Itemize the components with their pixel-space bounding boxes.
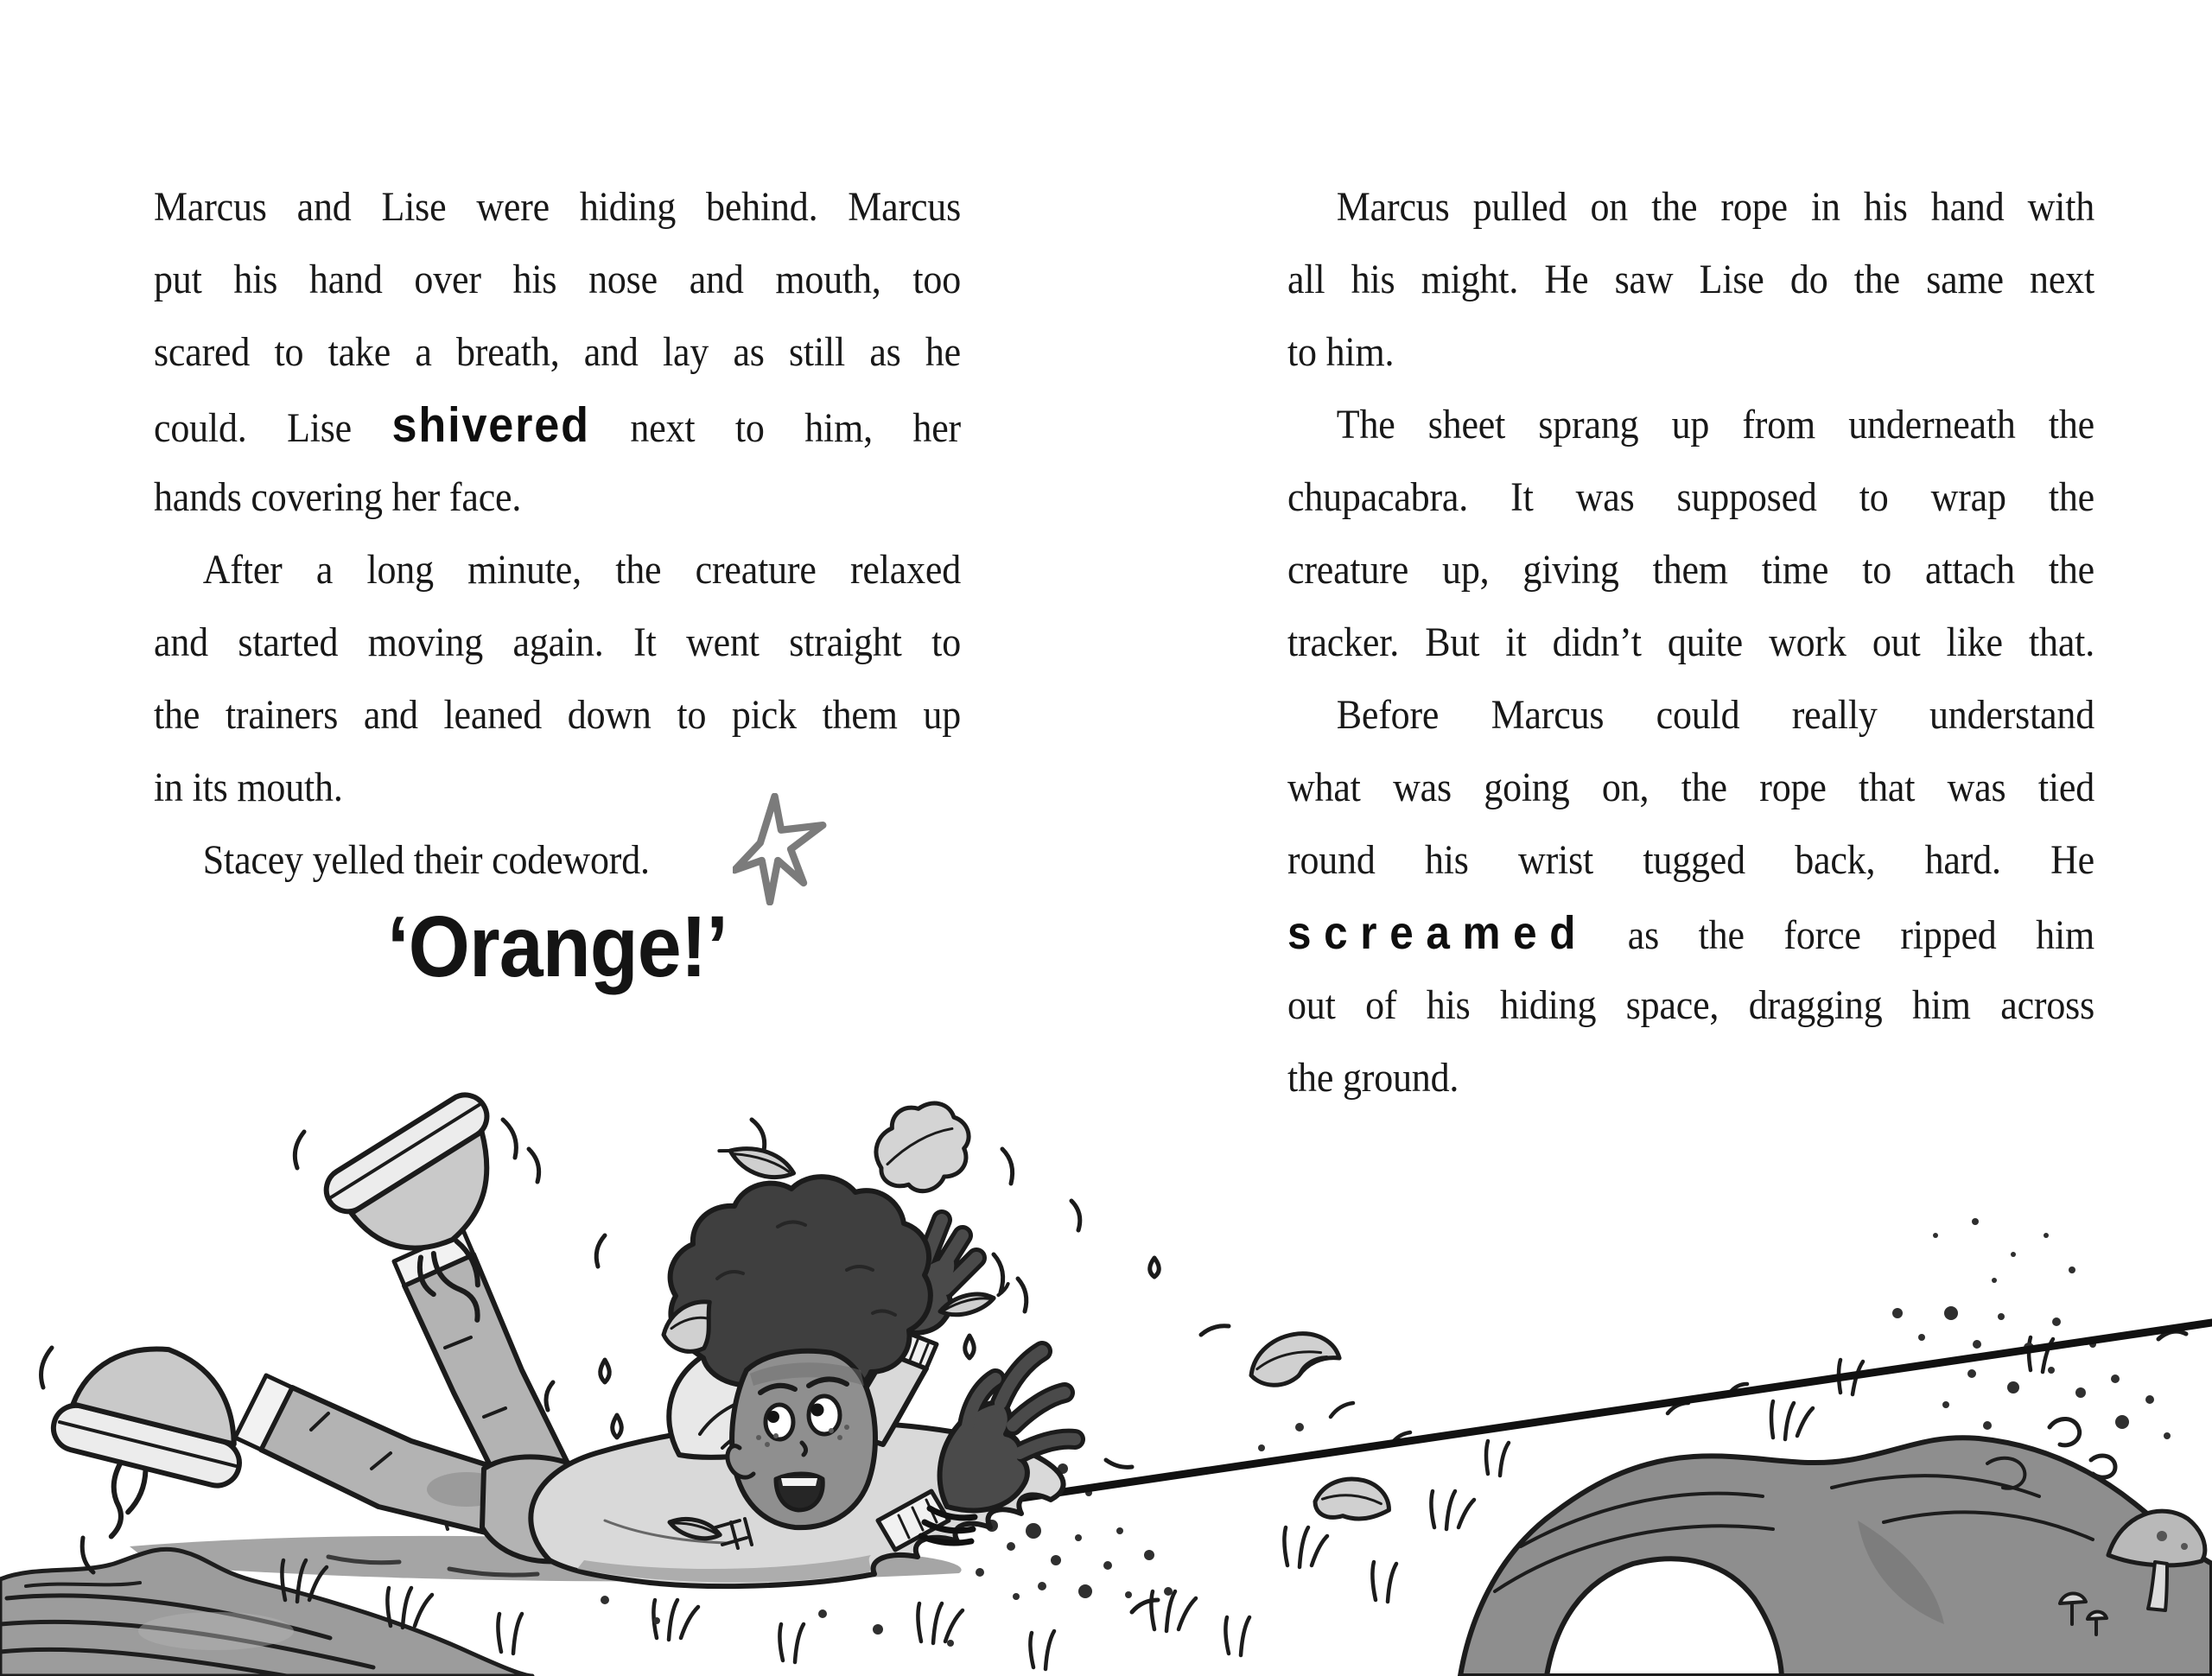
text-line (154, 389, 961, 461)
root-right (1460, 1438, 2212, 1676)
text-line: The sheet sprang up from underneath the (1336, 402, 2095, 448)
text-line: out of his hiding space, dragging him across (1287, 982, 2095, 1028)
text-line: put his hand over his nose and mouth, too (154, 257, 962, 302)
display-word-shivered: shivered (391, 397, 590, 453)
text-line: creature up, giving them time to attach the (1287, 547, 2095, 593)
swirl-doodles (2050, 1331, 2186, 1477)
leaf (1313, 1474, 1393, 1525)
text-line: the ground. (1287, 1055, 1459, 1101)
text-line: Marcus pulled on the rope in his hand with (1336, 184, 2095, 230)
codeword-shout: ‘Orange!’ (387, 898, 728, 995)
star-doodle-icon (733, 793, 830, 905)
illustration (0, 1011, 2212, 1676)
leaf (1245, 1327, 1342, 1389)
left-page-text (154, 171, 961, 997)
text-line: chupacabra. It was supposed to wrap the (1287, 474, 2095, 520)
text-segment: next to him, her (630, 405, 961, 451)
text-line: and started moving again. It went straight to (154, 619, 962, 665)
text-line: scared to take a breath, and lay as still as he (154, 329, 962, 375)
text-line: Before Marcus could really understand (1336, 692, 2095, 738)
leaf (716, 1138, 798, 1184)
text-line: tracker. But it didn’t quite work out like that. (1287, 619, 2095, 665)
text-line: hands covering her face. (154, 474, 522, 520)
oak-leaf (865, 1092, 982, 1202)
text-line: Marcus and Lise were hiding behind. Marcus (154, 184, 962, 230)
text-line: the trainers and leaned down to pick them up (154, 692, 962, 738)
display-word-screamed: screamed (1287, 907, 1589, 959)
right-page-text (1287, 171, 2094, 1114)
motion-lines (994, 1254, 1027, 1311)
text-line: round his wrist tugged back, hard. He (1287, 837, 2095, 883)
text-line: what was going on, the rope that was tied (1287, 765, 2095, 810)
text-line: Stacey yelled their codeword. (202, 837, 650, 883)
text-line: to him. (1287, 329, 1395, 375)
text-segment: as the force ripped him (1627, 912, 2095, 958)
trainer-left (31, 1327, 263, 1563)
text-line: After a long minute, the creature relaxed (202, 547, 962, 593)
text-line: all his might. He saw Lise do the same next (1287, 257, 2095, 302)
text-segment: could. Lise (154, 405, 353, 451)
text-line (1287, 897, 2094, 969)
boy (31, 1087, 1160, 1586)
text-line: in its mouth. (154, 765, 343, 810)
